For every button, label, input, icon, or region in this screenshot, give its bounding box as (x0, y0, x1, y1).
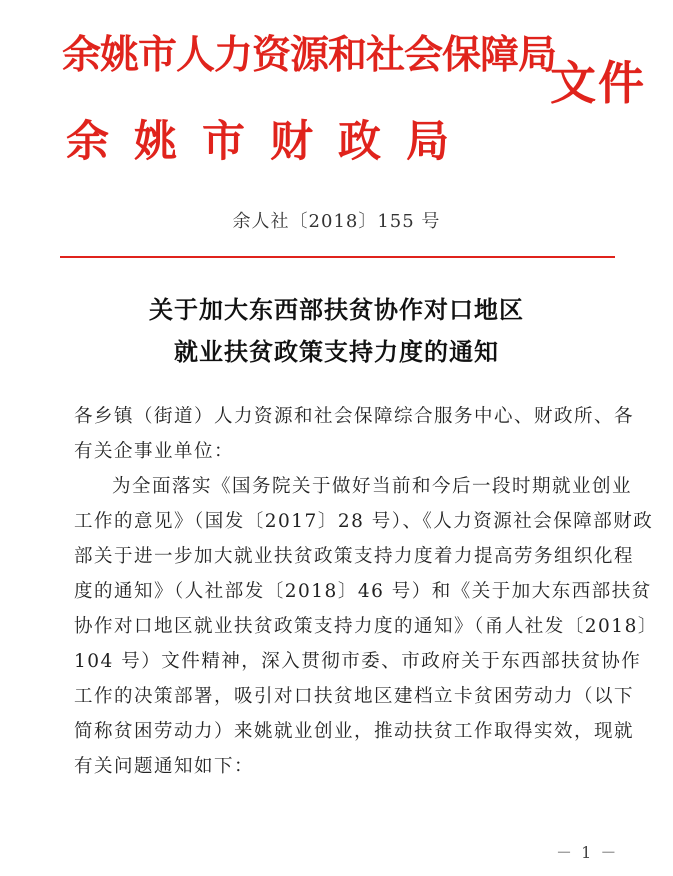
body-line: 工作的决策部署，吸引对口扶贫地区建档立卡贫困劳动力（以下 (74, 686, 635, 707)
body-line: 有关企事业单位： (74, 441, 235, 462)
body-line: 度的通知》（人社部发〔2018〕46 号）和《关于加大东西部扶贫 (74, 581, 652, 602)
body-line: 简称贫困劳动力）来姚就业创业，推动扶贫工作取得实效，现就 (74, 721, 635, 742)
body-line: 各乡镇（街道）人力资源和社会保障综合服务中心、财政所、各 (74, 406, 635, 427)
body-line: 工作的意见》（国发〔2017〕28 号）、《人力资源社会保障部财政 (74, 511, 654, 532)
issuer-name-finance: 余姚市财政局 (66, 117, 474, 167)
issuer-name-hrss: 余姚市人力资源和社会保障局 (62, 32, 557, 78)
body-line: 104 号）文件精神，深入贯彻市委、市政府关于东西部扶贫协作 (74, 651, 642, 672)
document-word: 文件 (550, 56, 646, 110)
page-number: － 1 － (556, 843, 619, 862)
body-line: 有关问题通知如下： (74, 756, 255, 777)
body-paragraphs (74, 399, 658, 784)
body-line: 部关于进一步加大就业扶贫政策支持力度着力提高劳务组织化程 (74, 546, 635, 567)
body-line: 为全面落实《国务院关于做好当前和今后一段时期就业创业 (112, 476, 633, 497)
document-title-line-2: 就业扶贫政策支持力度的通知 (174, 337, 499, 366)
document-title-line-1: 关于加大东西部扶贫协作对口地区 (149, 295, 524, 324)
document-number: 余人社〔2018〕155 号 (232, 211, 441, 232)
red-divider (60, 256, 615, 258)
document-header (0, 0, 673, 200)
body-line: 协作对口地区就业扶贫政策支持力度的通知》（甬人社发〔2018〕 (74, 616, 658, 637)
